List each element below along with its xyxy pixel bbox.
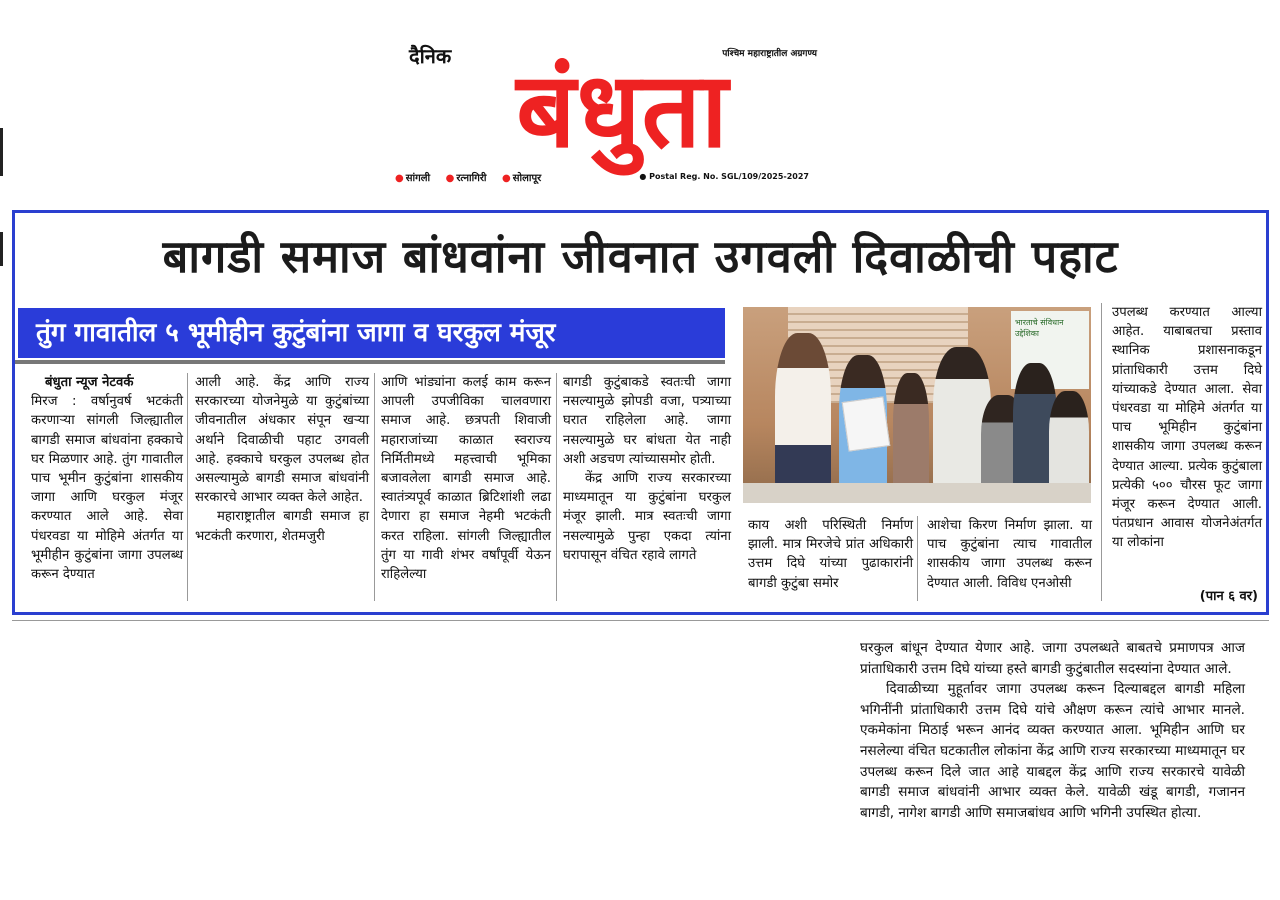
margin-mark bbox=[0, 232, 3, 266]
postal-registration: ● Postal Reg. No. SGL/109/2025-2027 bbox=[639, 172, 809, 181]
bullet-icon: ● bbox=[445, 173, 455, 184]
paragraph: आशेचा किरण निर्माण झाला. या पाच कुटुंबांना त्याच गावातील शासकीय जागा उपलब्ध करून देण्यात आली. विविध एनओसी bbox=[927, 518, 1092, 591]
paragraph: मिरज : वर्षानुवर्ष भटकंती करणाऱ्या सांगली जिल्ह्यातील बागडी समाज बांधवांना हक्काचे घर मिळणार आहे. तुंग गावातील पाच भूमीन कुटुंबांना शासकीय जागा आणि घरकुल मंजूर करण्यात आले आहे. सेवा पंधरवडा या मोहिमे अंतर्गत या भूमीहीन कुटुंबांना जागा उपलब्ध करून देण्यात bbox=[31, 394, 183, 583]
continued-on-page: (पान ६ वर) bbox=[1199, 589, 1258, 604]
article-column-4 bbox=[563, 373, 731, 565]
masthead-tagline: पश्चिम महाराष्ट्रातील अग्रगण्य bbox=[722, 49, 817, 59]
newspaper-logo: बंधुता bbox=[516, 49, 729, 171]
bullet-icon: ● bbox=[502, 173, 511, 184]
bullet-icon: ● bbox=[395, 173, 404, 184]
edition-item: ● सोलापूर bbox=[502, 173, 542, 184]
person-man bbox=[1049, 391, 1089, 493]
article-column-5 bbox=[748, 516, 913, 593]
paragraph: दिवाळीच्या मुहूर्तावर जागा उपलब्ध करून दिल्याबद्दल बागडी महिला भगिनींनी प्रांताधिकारी उत्तम दिघे यांचे औक्षण करून त्यांचे आभार मानले. एकमेकांना मिठाई भरून आनंद व्यक्त करण्यात आला. भूमिहीन आणि घर नसलेल्या वंचित घटकातील लोकांना केंद्र आणि राज्य सरकारच्या माध्यमातून घर उपलब्ध करून दिले जात आहे याबद्दल केंद्र आणि राज्य सरकारचे यावेळी बागडी समाज बांधवांनी आभार व्यक्त केले. यावेळी खंडू बागडी, गजानन बागडी, नागेश बागडी आणि समाजबांधव आणि भगिनी उपस्थित होत्या. bbox=[860, 681, 1245, 821]
article-bottom-rule bbox=[12, 620, 1269, 621]
article-subheadline: तुंग गावातील ५ भूमीहीन कुटुंबांना जागा व घरकुल मंजूर bbox=[18, 308, 725, 358]
article-frame bbox=[12, 210, 1269, 615]
edition-item: ● रत्नागिरी bbox=[445, 173, 487, 184]
column-divider bbox=[187, 373, 188, 601]
byline: बंधुता न्यूज नेटवर्क bbox=[45, 375, 134, 390]
table bbox=[743, 483, 1091, 503]
margin-mark bbox=[0, 128, 3, 176]
person-child bbox=[893, 373, 929, 493]
paragraph: बागडी कुटुंबाकडे स्वतःची जागा नसल्यामुळे झोपडी वजा, पत्र्याच्या घरात राहिलेला आहे. जागा नसल्यामुळे घर बांधता येत नाही अशी अडचण त्यांच्यासमोर होती. bbox=[563, 375, 731, 467]
article-column-6 bbox=[927, 516, 1092, 593]
news-photo bbox=[743, 307, 1091, 503]
paragraph: घरकुल बांधून देण्यात येणार आहे. जागा उपलब्धते बाबतचे प्रमाणपत्र आज प्रांताधिकारी उत्तम दिघे यांच्या हस्ते बागडी कुटुंबातील सदस्यांना देण्यात आले. bbox=[860, 640, 1245, 677]
paragraph: महाराष्ट्रातील बागडी समाज हा भटकंती करणारा, शेतमजुरी bbox=[195, 509, 369, 544]
subhead-shadow bbox=[15, 360, 725, 364]
paragraph: काय अशी परिस्थिती निर्माण झाली. मात्र मिरजेचे प्रांत अधिकारी उत्तम दिघे यांच्या पुढाकारांनी बागडी कुटुंबा समोर bbox=[748, 518, 913, 591]
column-divider bbox=[556, 373, 557, 601]
paragraph: आली आहे. केंद्र आणि राज्य सरकारच्या योजनेमुळे या कुटुंबांच्या जीवनातील अंधकार संपून खऱ्या अर्थाने दिवाळीची पहाट उगवली आहे. हक्काचे घरकुल उपलब्ध होत असल्यामुळे बागडी समाज बांधवांनी सरकारचे आभार व्यक्त केले आहेत. bbox=[195, 375, 369, 506]
masthead bbox=[395, 40, 825, 188]
column-divider bbox=[1101, 303, 1102, 601]
paragraph: केंद्र आणि राज्य सरकारच्या माध्यमातून या कुटुंबांना घरकुल मंजूर झाली. मात्र स्वतःची जागा नसल्यामुळे पुन्हा एकदा त्यांना घरापासून वंचित रहावे लागते bbox=[563, 471, 731, 563]
article-column-7 bbox=[1112, 303, 1262, 553]
paragraph: उपलब्ध करण्यात आल्या आहेत. याबाबतचा प्रस्ताव स्थानिक प्रशासनाकडून प्रांताधिकारी उत्तम दिघे यांच्याकडे देण्यात आला. सेवा पंधरवडा या मोहिमे अंतर्गत या पाच भूमिहीन कुटुंबांना शासकीय जागा उपलब्ध करून देण्यात आल्या. प्रत्येक कुटुंबाला प्रत्येकी ५०० चौरस फूट जागा मंजूर करून देण्यात आली. पंतप्रधान आवास योजनेअंतर्गत या लोकांना bbox=[1112, 305, 1262, 551]
article-column-1 bbox=[31, 373, 183, 584]
masthead-prefix: दैनिक bbox=[409, 44, 452, 68]
certificate-paper bbox=[842, 396, 891, 451]
column-divider bbox=[374, 373, 375, 601]
article-column-3 bbox=[381, 373, 551, 584]
constitution-board: भारताचे संविधान उद्देशिका bbox=[1011, 311, 1089, 389]
article-headline: बागडी समाज बांधवांना जीवनात उगवली दिवाळीची पहाट bbox=[162, 230, 1119, 283]
paragraph: आणि भांड्यांना कलई काम करून आपली उपजीविका चालवणारा समाज आहे. छत्रपती शिवाजी महाराजांच्या काळात स्वराज्य निर्मितीमध्ये महत्त्वाची भूमिका बजावलेला बागडी समाज आहे. स्वातंत्र्यपूर्व काळात ब्रिटिशांशी लढा देणारा हा समाज नेहमी भटकंती करत राहिला. सांगली जिल्ह्यातील तुंग या गावी शंभर वर्षांपूर्वी येऊन राहिलेल्या bbox=[381, 375, 551, 583]
edition-item: ● सांगली bbox=[395, 173, 431, 184]
column-divider bbox=[917, 516, 918, 601]
edition-list bbox=[395, 170, 553, 184]
article-continuation bbox=[860, 638, 1245, 823]
person-officer bbox=[775, 333, 831, 493]
article-column-2 bbox=[195, 373, 369, 546]
